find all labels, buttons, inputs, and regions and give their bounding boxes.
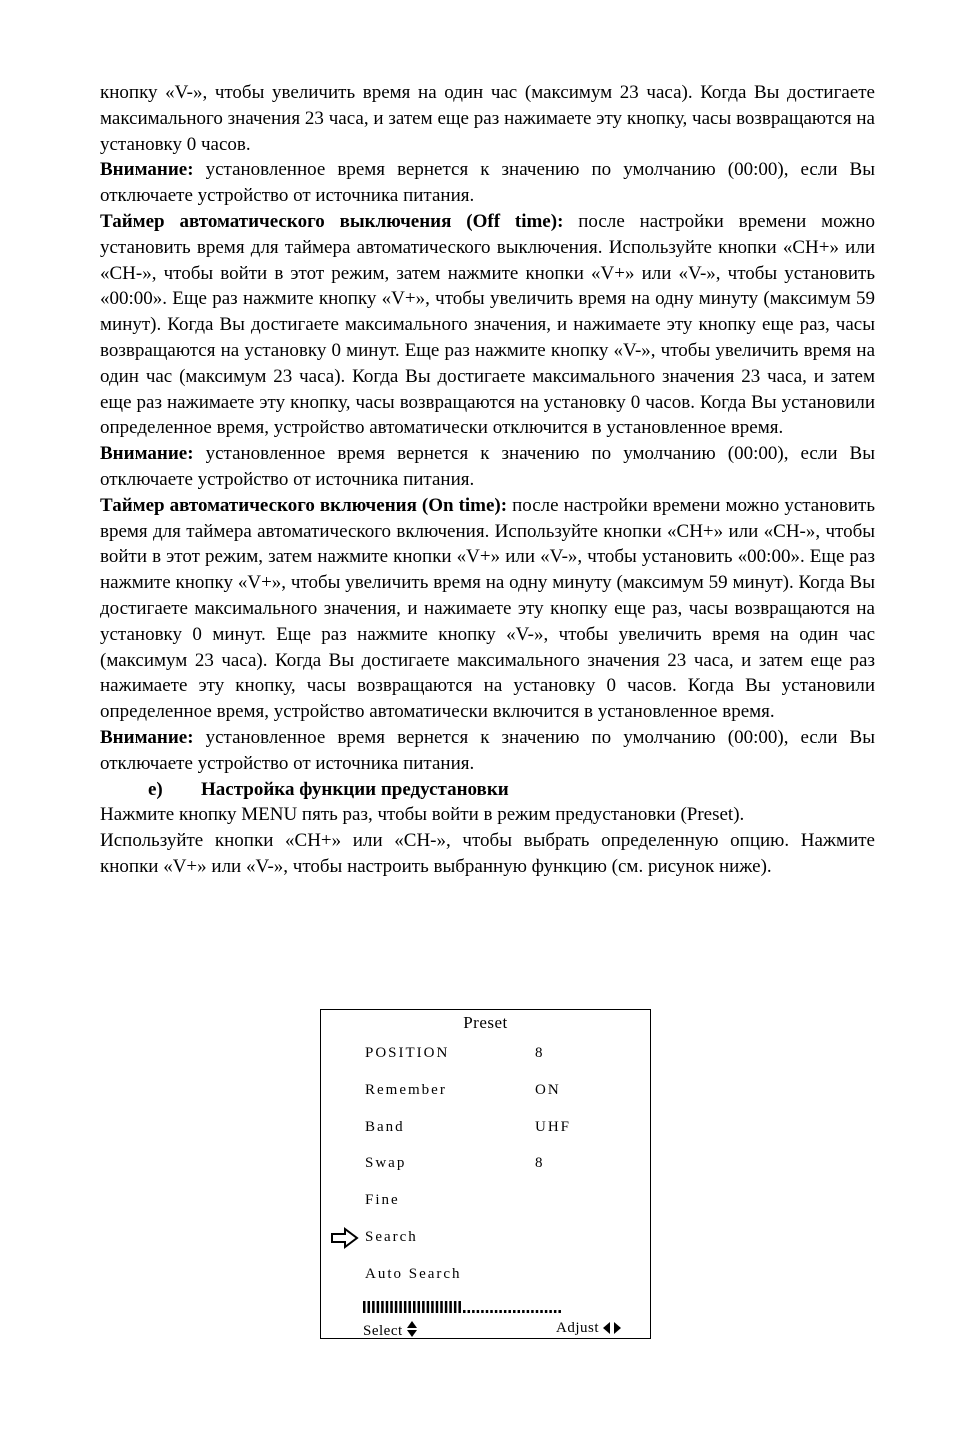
progress-tick-filled — [372, 1301, 375, 1313]
progress-tick-filled — [386, 1301, 389, 1313]
menu-item-label: Remember — [365, 1081, 447, 1098]
progress-tick-filled — [399, 1301, 402, 1313]
menu-item-value: 8 — [535, 1155, 545, 1172]
section-number: e) — [148, 778, 163, 800]
after-paragraph-list — [100, 802, 875, 879]
paragraph — [100, 725, 875, 777]
progress-tick-empty — [549, 1310, 552, 1313]
progress-tick-empty — [531, 1310, 534, 1313]
progress-tick-filled — [449, 1301, 452, 1313]
menu-item-label: Band — [365, 1118, 405, 1135]
progress-tick-empty — [513, 1310, 516, 1313]
progress-tick-empty — [540, 1310, 543, 1313]
preset-menu-title: Preset — [463, 1013, 508, 1032]
menu-item-label: Search — [365, 1229, 418, 1245]
progress-tick-filled — [431, 1301, 434, 1313]
progress-tick-empty — [504, 1310, 507, 1313]
progress-tick-empty — [522, 1310, 525, 1313]
progress-tick-filled — [368, 1301, 371, 1313]
paragraph-text: после настройки времени можно установить время для таймера автоматического включения. Используйте кнопки «CH+» или «CH-», чтобы войти в этот режим, затем нажмите кнопки «V+» или «V-», чтобы установить «00:00». Еще раз нажмите кнопку «V+», чтобы увеличить время на одну минуту (максимум 59 минут). Когда Вы достигаете максимального значения, и нажимаете эту кнопку еще раз, часы возвращаются на установку 0 минут. Еще раз нажмите кнопку «V-», чтобы увеличить время на один час (максимум 23 часа). Когда Вы достигаете максимального значения 23 часа, и затем еще раз нажимаете эту кнопку, часы возвращаются на установку 0 часов. Когда Вы установили определенное время, устройство автоматически включится в установленное время. — [100, 494, 875, 723]
select-hint — [363, 1320, 418, 1340]
paragraph-lead: Таймер автоматического включения (On time): — [100, 494, 508, 516]
progress-tick-filled — [458, 1301, 461, 1313]
preset-menu-item[interactable] — [365, 1192, 625, 1214]
progress-tick-empty — [536, 1310, 539, 1313]
progress-tick-empty — [472, 1310, 475, 1313]
progress-tick-empty — [558, 1310, 561, 1313]
paragraph-list — [100, 80, 875, 777]
progress-tick-empty — [545, 1310, 548, 1313]
preset-menu-item[interactable] — [365, 1229, 625, 1251]
section-heading — [100, 777, 875, 803]
progress-tick-filled — [381, 1301, 384, 1313]
progress-tick-empty — [518, 1310, 521, 1313]
paragraph-lead: Внимание: — [100, 726, 194, 748]
progress-tick-empty — [508, 1310, 511, 1313]
progress-tick-filled — [427, 1301, 430, 1313]
progress-tick-filled — [395, 1301, 398, 1313]
adjust-hint — [556, 1320, 622, 1337]
selection-arrow-icon — [330, 1227, 360, 1249]
paragraph — [100, 493, 875, 725]
paragraph — [100, 157, 875, 209]
menu-item-label: POSITION — [365, 1045, 450, 1061]
paragraph-text: после настройки времени можно установить время для таймера автоматического выключения. Используйте кнопки «CH+» или «CH-», чтобы войти в этот режим, затем нажмите кнопки «V+» или «V-», чтобы установить «00:00». Еще раз нажмите кнопку «V+», чтобы увеличить время на одну минуту (максимум 59 минут). Когда Вы достигаете максимального значения, и нажимаете эту кнопку еще раз, часы возвращаются на установку 0 минут. Еще раз нажмите кнопку «V-», чтобы увеличить время на один час (максимум 23 часа). Когда Вы достигаете максимального значения 23 часа, и затем еще раз нажимаете эту кнопку, часы возвращаются на установку 0 часов. Когда Вы установили определенное время, устройство автоматически отключится в установленное время. — [100, 210, 876, 439]
progress-tick-empty — [477, 1310, 480, 1313]
progress-tick-empty — [468, 1310, 471, 1313]
progress-tick-empty — [486, 1310, 489, 1313]
up-down-arrow-icon — [406, 1320, 418, 1338]
menu-item-value: ON — [535, 1081, 561, 1098]
paragraph-text: установленное время вернется к значению по умолчанию (00:00), если Вы отключаете устройство от источника питания. — [100, 443, 875, 490]
progress-tick-empty — [495, 1310, 498, 1313]
progress-tick-filled — [422, 1301, 425, 1313]
paragraph — [100, 441, 875, 493]
progress-tick-filled — [445, 1301, 448, 1313]
progress-tick-empty — [527, 1310, 530, 1313]
progress-tick-filled — [404, 1301, 407, 1313]
menu-item-label: Auto Search — [365, 1265, 462, 1282]
adjust-label: Adjust — [555, 1320, 599, 1336]
progress-tick-filled — [436, 1301, 439, 1313]
progress-tick-empty — [481, 1310, 484, 1313]
preset-menu-footer — [363, 1320, 622, 1338]
paragraph — [100, 209, 875, 441]
menu-item-label: Swap — [365, 1155, 407, 1172]
progress-tick-empty — [499, 1310, 502, 1313]
paragraph-lead: Внимание: — [100, 443, 194, 465]
progress-tick-empty — [463, 1310, 466, 1313]
document-body — [100, 80, 875, 880]
progress-tick-filled — [440, 1301, 443, 1313]
progress-tick-filled — [454, 1301, 457, 1313]
paragraph — [100, 80, 875, 157]
paragraph-lead: Таймер автоматического выключения (Off time): — [100, 210, 564, 232]
progress-tick-filled — [363, 1301, 366, 1313]
preset-menu-item[interactable] — [365, 1266, 625, 1288]
progress-tick-filled — [408, 1301, 411, 1313]
paragraph: Нажмите кнопку MENU пять раз, чтобы войти в режим предустановки (Preset). — [100, 804, 745, 826]
progress-tick-filled — [390, 1301, 393, 1313]
select-label: Select — [363, 1323, 403, 1339]
preset-menu-item[interactable] — [365, 1082, 625, 1104]
paragraph-text: установленное время вернется к значению по умолчанию (00:00), если Вы отключаете устройство от источника питания. — [100, 726, 875, 774]
left-right-arrow-icon — [602, 1321, 622, 1335]
preset-menu-item[interactable] — [365, 1119, 625, 1141]
paragraph-text: кнопку «V-», чтобы увеличить время на один час (максимум 23 часа). Когда Вы достигаете максимального значения 23 часа, и затем еще раз нажимаете эту кнопку, часы возвращаются на установку 0 часов. — [100, 82, 875, 155]
progress-tick-filled — [413, 1301, 416, 1313]
menu-item-value: UHF — [535, 1118, 572, 1135]
paragraph: Используйте кнопки «CH+» или «CH-», чтобы выбрать определенную опцию. Нажмите кнопки «V+» или «V-», чтобы настроить выбранную функцию (см. рисунок ниже). — [100, 830, 875, 877]
progress-tick-filled — [377, 1301, 380, 1313]
progress-tick-empty — [490, 1310, 493, 1313]
preset-menu-item[interactable] — [365, 1045, 625, 1067]
menu-item-value: 8 — [535, 1045, 545, 1061]
menu-item-label: Fine — [365, 1192, 400, 1209]
paragraph-text: установленное время вернется к значению по умолчанию (00:00), если Вы отключаете устройство от источника питания. — [100, 159, 875, 207]
preset-menu-item[interactable] — [365, 1155, 625, 1177]
progress-tick-empty — [554, 1310, 557, 1313]
paragraph-lead: Внимание: — [100, 159, 194, 181]
preset-menu-figure — [320, 1009, 651, 1339]
section-title: Настройка функции предустановки — [201, 778, 509, 800]
progress-tick-filled — [418, 1301, 421, 1313]
search-progress-bar — [363, 1301, 563, 1313]
